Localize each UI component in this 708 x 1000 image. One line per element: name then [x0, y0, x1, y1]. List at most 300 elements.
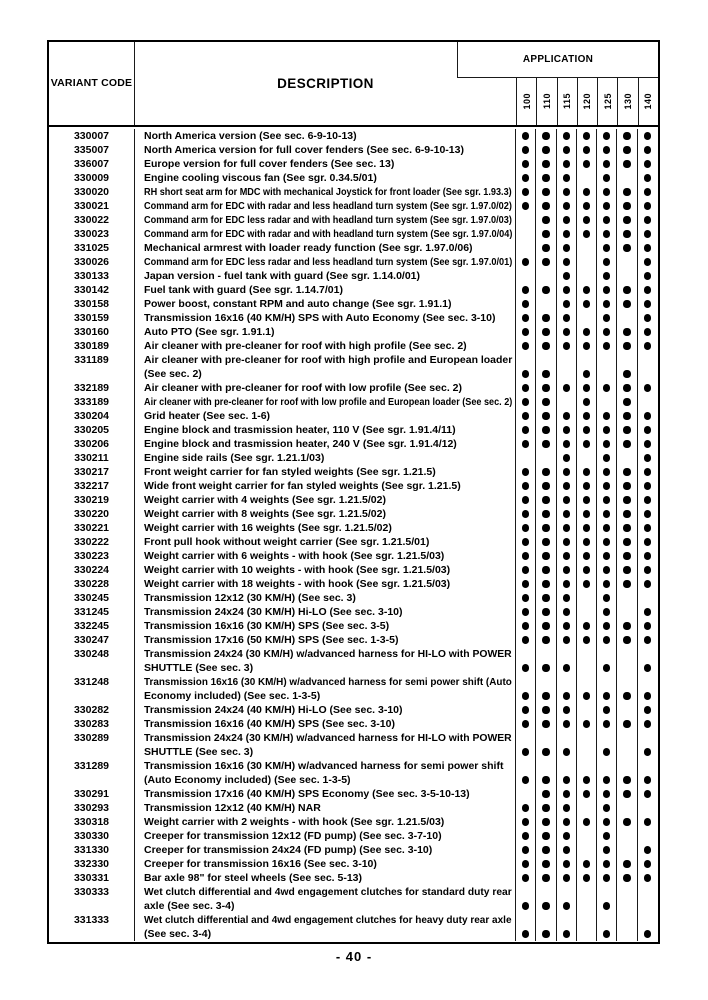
model-header-label: 130 [623, 93, 634, 110]
application-dot [522, 748, 529, 755]
description-line: (See sec. 2) [144, 368, 202, 380]
application-cell-120 [577, 185, 597, 199]
application-dot [563, 706, 570, 713]
application-cell-115 [557, 311, 577, 325]
description-cell [135, 339, 516, 353]
description-line: Japan version - fuel tank with guard (See sgr. 1.14.0/01) [144, 270, 421, 282]
application-cell-115 [557, 577, 577, 591]
application-dot [522, 832, 529, 839]
application-dot [623, 132, 630, 139]
application-cell-110 [536, 227, 556, 241]
application-dot [623, 244, 630, 251]
application-dot [644, 146, 651, 153]
application-cell-140 [638, 647, 658, 675]
application-dot [583, 720, 590, 727]
application-cell-100 [516, 241, 536, 255]
application-cell-115 [557, 647, 577, 675]
application-dot [583, 566, 590, 573]
application-dot [542, 398, 549, 405]
application-cell-100 [516, 549, 536, 563]
application-dot [542, 188, 549, 195]
table-row [49, 591, 658, 605]
application-dot [644, 552, 651, 559]
application-dot [542, 440, 549, 447]
application-cell-140 [638, 381, 658, 395]
application-cell-130 [617, 535, 637, 549]
application-cell-110 [536, 843, 556, 857]
application-cell-100 [516, 339, 536, 353]
description-cell [135, 381, 516, 395]
application-cell-120 [577, 871, 597, 885]
application-dot [623, 776, 630, 783]
application-cell-125 [597, 325, 617, 339]
table-row [49, 549, 658, 563]
application-dot [644, 580, 651, 587]
model-header-cell-140 [638, 78, 658, 125]
application-cell-110 [536, 213, 556, 227]
application-cell-115 [557, 269, 577, 283]
application-dot [644, 132, 651, 139]
application-cell-110 [536, 731, 556, 759]
application-dot [644, 566, 651, 573]
application-dot [644, 384, 651, 391]
application-cell-110 [536, 815, 556, 829]
application-cell-115 [557, 675, 577, 703]
application-cell-125 [597, 297, 617, 311]
application-dot [542, 832, 549, 839]
application-cell-100 [516, 185, 536, 199]
table-row [49, 269, 658, 283]
application-cell-100 [516, 829, 536, 843]
application-dot [522, 370, 529, 377]
application-dot [522, 874, 529, 881]
application-cell-120 [577, 619, 597, 633]
application-cell-130 [617, 437, 637, 451]
table-row [49, 171, 658, 185]
application-cell-110 [536, 409, 556, 423]
description-line: Air cleaner with pre-cleaner for roof with high profile (See sec. 2) [144, 340, 467, 352]
application-cell-115 [557, 535, 577, 549]
application-dot [522, 160, 529, 167]
application-cell-115 [557, 759, 577, 787]
application-cell-125 [597, 395, 617, 409]
application-dot [563, 468, 570, 475]
application-dot [563, 454, 570, 461]
model-header-label: 140 [643, 93, 654, 110]
description-line: North America version for full cover fenders (See sec. 6-9-10-13) [144, 144, 464, 156]
application-dot [583, 412, 590, 419]
application-cell-140 [638, 479, 658, 493]
description-line: Creeper for transmission 16x16 (See sec. 3-10) [144, 858, 377, 870]
description-line: Weight carrier with 6 weights - with hook (See sgr. 1.21.5/03) [144, 550, 445, 562]
application-cell-100 [516, 199, 536, 213]
application-dot [522, 902, 529, 909]
table-row [49, 129, 658, 143]
application-cell-125 [597, 619, 617, 633]
application-cell-130 [617, 171, 637, 185]
application-cell-115 [557, 801, 577, 815]
description-cell [135, 269, 516, 283]
application-dot [603, 258, 610, 265]
application-cell-100 [516, 269, 536, 283]
application-dot [522, 566, 529, 573]
application-cell-120 [577, 647, 597, 675]
application-dot [522, 132, 529, 139]
application-dot [563, 790, 570, 797]
variant-code-cell: 330293 [49, 801, 135, 815]
description-cell [135, 451, 516, 465]
table-row [49, 913, 658, 941]
application-dot [583, 328, 590, 335]
variant-code-cell: 330021 [49, 199, 135, 213]
application-dot [522, 384, 529, 391]
application-cell-125 [597, 227, 617, 241]
application-cell-125 [597, 423, 617, 437]
application-dot [623, 300, 630, 307]
application-cell-140 [638, 521, 658, 535]
application-dot [542, 608, 549, 615]
application-cell-130 [617, 787, 637, 801]
application-dot [583, 552, 590, 559]
application-dot [644, 776, 651, 783]
table-row [49, 633, 658, 647]
application-dot [563, 384, 570, 391]
application-cell-120 [577, 451, 597, 465]
application-dot [603, 132, 610, 139]
application-cell-140 [638, 255, 658, 269]
application-cell-100 [516, 815, 536, 829]
application-cell-120 [577, 801, 597, 815]
application-cell-140 [638, 451, 658, 465]
description-line: Transmission 16x16 (40 KM/H) SPS (See sec. 3-10) [144, 718, 395, 730]
application-dot [603, 930, 610, 937]
application-dot [563, 580, 570, 587]
application-dot [563, 146, 570, 153]
table-row [49, 143, 658, 157]
application-cell-125 [597, 913, 617, 941]
application-cell-120 [577, 843, 597, 857]
application-dot [542, 202, 549, 209]
variant-code-cell: 330204 [49, 409, 135, 423]
application-dot [542, 860, 549, 867]
table-row [49, 381, 658, 395]
description-cell [135, 157, 516, 171]
application-cell-125 [597, 829, 617, 843]
table-header [49, 42, 658, 127]
model-header-cell-110 [536, 78, 556, 125]
application-cell-140 [638, 129, 658, 143]
variant-code-cell: 330224 [49, 563, 135, 577]
table-row [49, 283, 658, 297]
application-dot [542, 412, 549, 419]
description-line: Command arm for EDC with radar and with headland turn system (See sgr. 1.97.0/04) [144, 228, 513, 240]
application-cell-130 [617, 213, 637, 227]
application-cell-115 [557, 213, 577, 227]
application-dot [542, 132, 549, 139]
application-cell-100 [516, 913, 536, 941]
application-cell-130 [617, 227, 637, 241]
application-dot [603, 468, 610, 475]
application-cell-110 [536, 647, 556, 675]
application-dot [623, 566, 630, 573]
application-cell-110 [536, 465, 556, 479]
application-dot [563, 174, 570, 181]
description-cell [135, 297, 516, 311]
application-dot [603, 216, 610, 223]
application-cell-100 [516, 619, 536, 633]
application-cell-110 [536, 535, 556, 549]
model-header-label: 110 [541, 93, 552, 110]
application-cell-115 [557, 339, 577, 353]
application-cell-100 [516, 353, 536, 381]
description-cell [135, 507, 516, 521]
description-line: Grid heater (See sec. 1-6) [144, 410, 271, 422]
application-dot [644, 188, 651, 195]
description-line: SHUTTLE (See sec. 3) [144, 662, 254, 674]
application-dot [522, 552, 529, 559]
application-cell-110 [536, 521, 556, 535]
application-cell-120 [577, 549, 597, 563]
application-cell-130 [617, 913, 637, 941]
application-cell-100 [516, 171, 536, 185]
application-cell-100 [516, 591, 536, 605]
application-dot [522, 804, 529, 811]
variant-code-cell: 330282 [49, 703, 135, 717]
variant-code-cell: 330331 [49, 871, 135, 885]
application-cell-100 [516, 381, 536, 395]
application-dot [623, 692, 630, 699]
table-body [49, 127, 658, 941]
description-cell [135, 871, 516, 885]
application-dot [583, 188, 590, 195]
application-cell-100 [516, 577, 536, 591]
application-cell-140 [638, 577, 658, 591]
application-cell-125 [597, 465, 617, 479]
description-cell [135, 913, 516, 941]
description-line: Command arm for EDC with radar and less headland turn system (See sgr. 1.97.0/02) [144, 200, 512, 212]
table-row [49, 437, 658, 451]
application-dot [644, 412, 651, 419]
application-dot [603, 174, 610, 181]
variant-code-cell: 331333 [49, 913, 135, 941]
application-cell-130 [617, 717, 637, 731]
application-dot [644, 216, 651, 223]
application-cell-130 [617, 241, 637, 255]
application-cell-100 [516, 255, 536, 269]
application-dot [563, 286, 570, 293]
application-dot [583, 132, 590, 139]
description-line: Power boost, constant RPM and auto change (See sgr. 1.91.1) [144, 298, 452, 310]
application-cell-100 [516, 297, 536, 311]
application-dot [603, 804, 610, 811]
application-cell-115 [557, 605, 577, 619]
application-cell-140 [638, 353, 658, 381]
application-cell-130 [617, 199, 637, 213]
variant-code-cell: 332330 [49, 857, 135, 871]
variant-code-cell: 330222 [49, 535, 135, 549]
application-cell-125 [597, 507, 617, 521]
application-cell-120 [577, 815, 597, 829]
description-line: Transmission 16x16 (40 KM/H) SPS with Auto Economy (See sec. 3-10) [144, 312, 496, 324]
application-cell-110 [536, 185, 556, 199]
application-cell-130 [617, 563, 637, 577]
application-cell-100 [516, 885, 536, 913]
application-cell-100 [516, 521, 536, 535]
description-line: Weight carrier with 8 weights (See sgr. 1.21.5/02) [144, 508, 386, 520]
application-cell-130 [617, 857, 637, 871]
application-dot [542, 622, 549, 629]
application-dot [644, 468, 651, 475]
application-dot [542, 146, 549, 153]
model-header-cell-100 [516, 78, 536, 125]
application-cell-115 [557, 423, 577, 437]
application-dot [563, 930, 570, 937]
application-cell-120 [577, 913, 597, 941]
application-dot [522, 426, 529, 433]
table-row [49, 871, 658, 885]
table-row [49, 535, 658, 549]
application-cell-100 [516, 311, 536, 325]
application-cell-140 [638, 549, 658, 563]
table-row [49, 199, 658, 213]
application-cell-110 [536, 423, 556, 437]
application-cell-130 [617, 157, 637, 171]
application-cell-110 [536, 269, 556, 283]
application-dot [563, 832, 570, 839]
description-cell [135, 703, 516, 717]
variant-code-cell: 330220 [49, 507, 135, 521]
application-cell-115 [557, 507, 577, 521]
application-dot [623, 510, 630, 517]
variant-code-cell: 330228 [49, 577, 135, 591]
variant-code-cell: 330206 [49, 437, 135, 451]
application-dot [583, 790, 590, 797]
description-cell [135, 885, 516, 913]
application-dot [603, 664, 610, 671]
application-cell-115 [557, 829, 577, 843]
application-dot [522, 580, 529, 587]
application-cell-125 [597, 199, 617, 213]
application-dot [563, 692, 570, 699]
application-cell-130 [617, 759, 637, 787]
description-cell [135, 591, 516, 605]
application-dot [563, 664, 570, 671]
application-dot [623, 790, 630, 797]
application-dot [603, 692, 610, 699]
table-row [49, 605, 658, 619]
variant-code-cell: 330291 [49, 787, 135, 801]
application-cell-125 [597, 647, 617, 675]
application-dot [542, 160, 549, 167]
application-cell-120 [577, 675, 597, 703]
application-dot [583, 398, 590, 405]
application-cell-125 [597, 129, 617, 143]
application-cell-140 [638, 535, 658, 549]
application-cell-120 [577, 521, 597, 535]
application-dot [522, 328, 529, 335]
application-cell-120 [577, 437, 597, 451]
application-dot [522, 608, 529, 615]
table-row [49, 829, 658, 843]
description-line: Auto PTO (See sgr. 1.91.1) [144, 326, 275, 338]
application-dot [522, 188, 529, 195]
variant-code-cell: 330211 [49, 451, 135, 465]
application-dot [644, 174, 651, 181]
application-cell-125 [597, 549, 617, 563]
application-cell-130 [617, 885, 637, 913]
description-line: Transmission 24x24 (40 KM/H) Hi-LO (See sec. 3-10) [144, 704, 403, 716]
application-cell-110 [536, 675, 556, 703]
application-dot [522, 258, 529, 265]
application-cell-110 [536, 129, 556, 143]
application-dot [583, 496, 590, 503]
application-cell-110 [536, 353, 556, 381]
description-cell [135, 605, 516, 619]
application-dot [542, 370, 549, 377]
application-cell-110 [536, 395, 556, 409]
application-dot [623, 818, 630, 825]
table-row [49, 409, 658, 423]
application-dot [603, 244, 610, 251]
variant-code-cell: 331189 [49, 353, 135, 381]
application-dot [603, 454, 610, 461]
application-cell-125 [597, 535, 617, 549]
application-dot [623, 216, 630, 223]
application-cell-115 [557, 227, 577, 241]
application-dot [563, 342, 570, 349]
application-dot [603, 552, 610, 559]
description-cell [135, 787, 516, 801]
application-cell-115 [557, 241, 577, 255]
application-cell-130 [617, 423, 637, 437]
application-cell-115 [557, 633, 577, 647]
application-dot [644, 846, 651, 853]
application-dot [623, 426, 630, 433]
variant-code-cell: 330223 [49, 549, 135, 563]
application-cell-115 [557, 143, 577, 157]
application-cell-115 [557, 885, 577, 913]
variant-code-cell: 330219 [49, 493, 135, 507]
application-cell-110 [536, 493, 556, 507]
application-dot [623, 552, 630, 559]
application-cell-115 [557, 465, 577, 479]
application-dot [603, 748, 610, 755]
application-cell-100 [516, 479, 536, 493]
application-dot [644, 874, 651, 881]
application-cell-115 [557, 913, 577, 941]
application-dot [603, 790, 610, 797]
application-dot [522, 930, 529, 937]
application-dot [542, 706, 549, 713]
application-cell-130 [617, 493, 637, 507]
application-dot [583, 370, 590, 377]
model-header-cell-125 [597, 78, 617, 125]
application-dot [522, 440, 529, 447]
application-cell-120 [577, 157, 597, 171]
application-dot [644, 930, 651, 937]
description-line: Transmission 16x16 (30 KM/H) SPS (See sec. 3-5) [144, 620, 390, 632]
application-cell-140 [638, 843, 658, 857]
description-line: SHUTTLE (See sec. 3) [144, 746, 254, 758]
application-cell-115 [557, 283, 577, 297]
application-dot [563, 314, 570, 321]
description-line: Air cleaner with pre-cleaner for roof with high profile and European loader [144, 354, 513, 366]
description-line: (See sec. 3-4) [144, 928, 212, 940]
description-cell [135, 829, 516, 843]
application-cell-110 [536, 283, 556, 297]
application-dot [563, 720, 570, 727]
application-dot [623, 146, 630, 153]
